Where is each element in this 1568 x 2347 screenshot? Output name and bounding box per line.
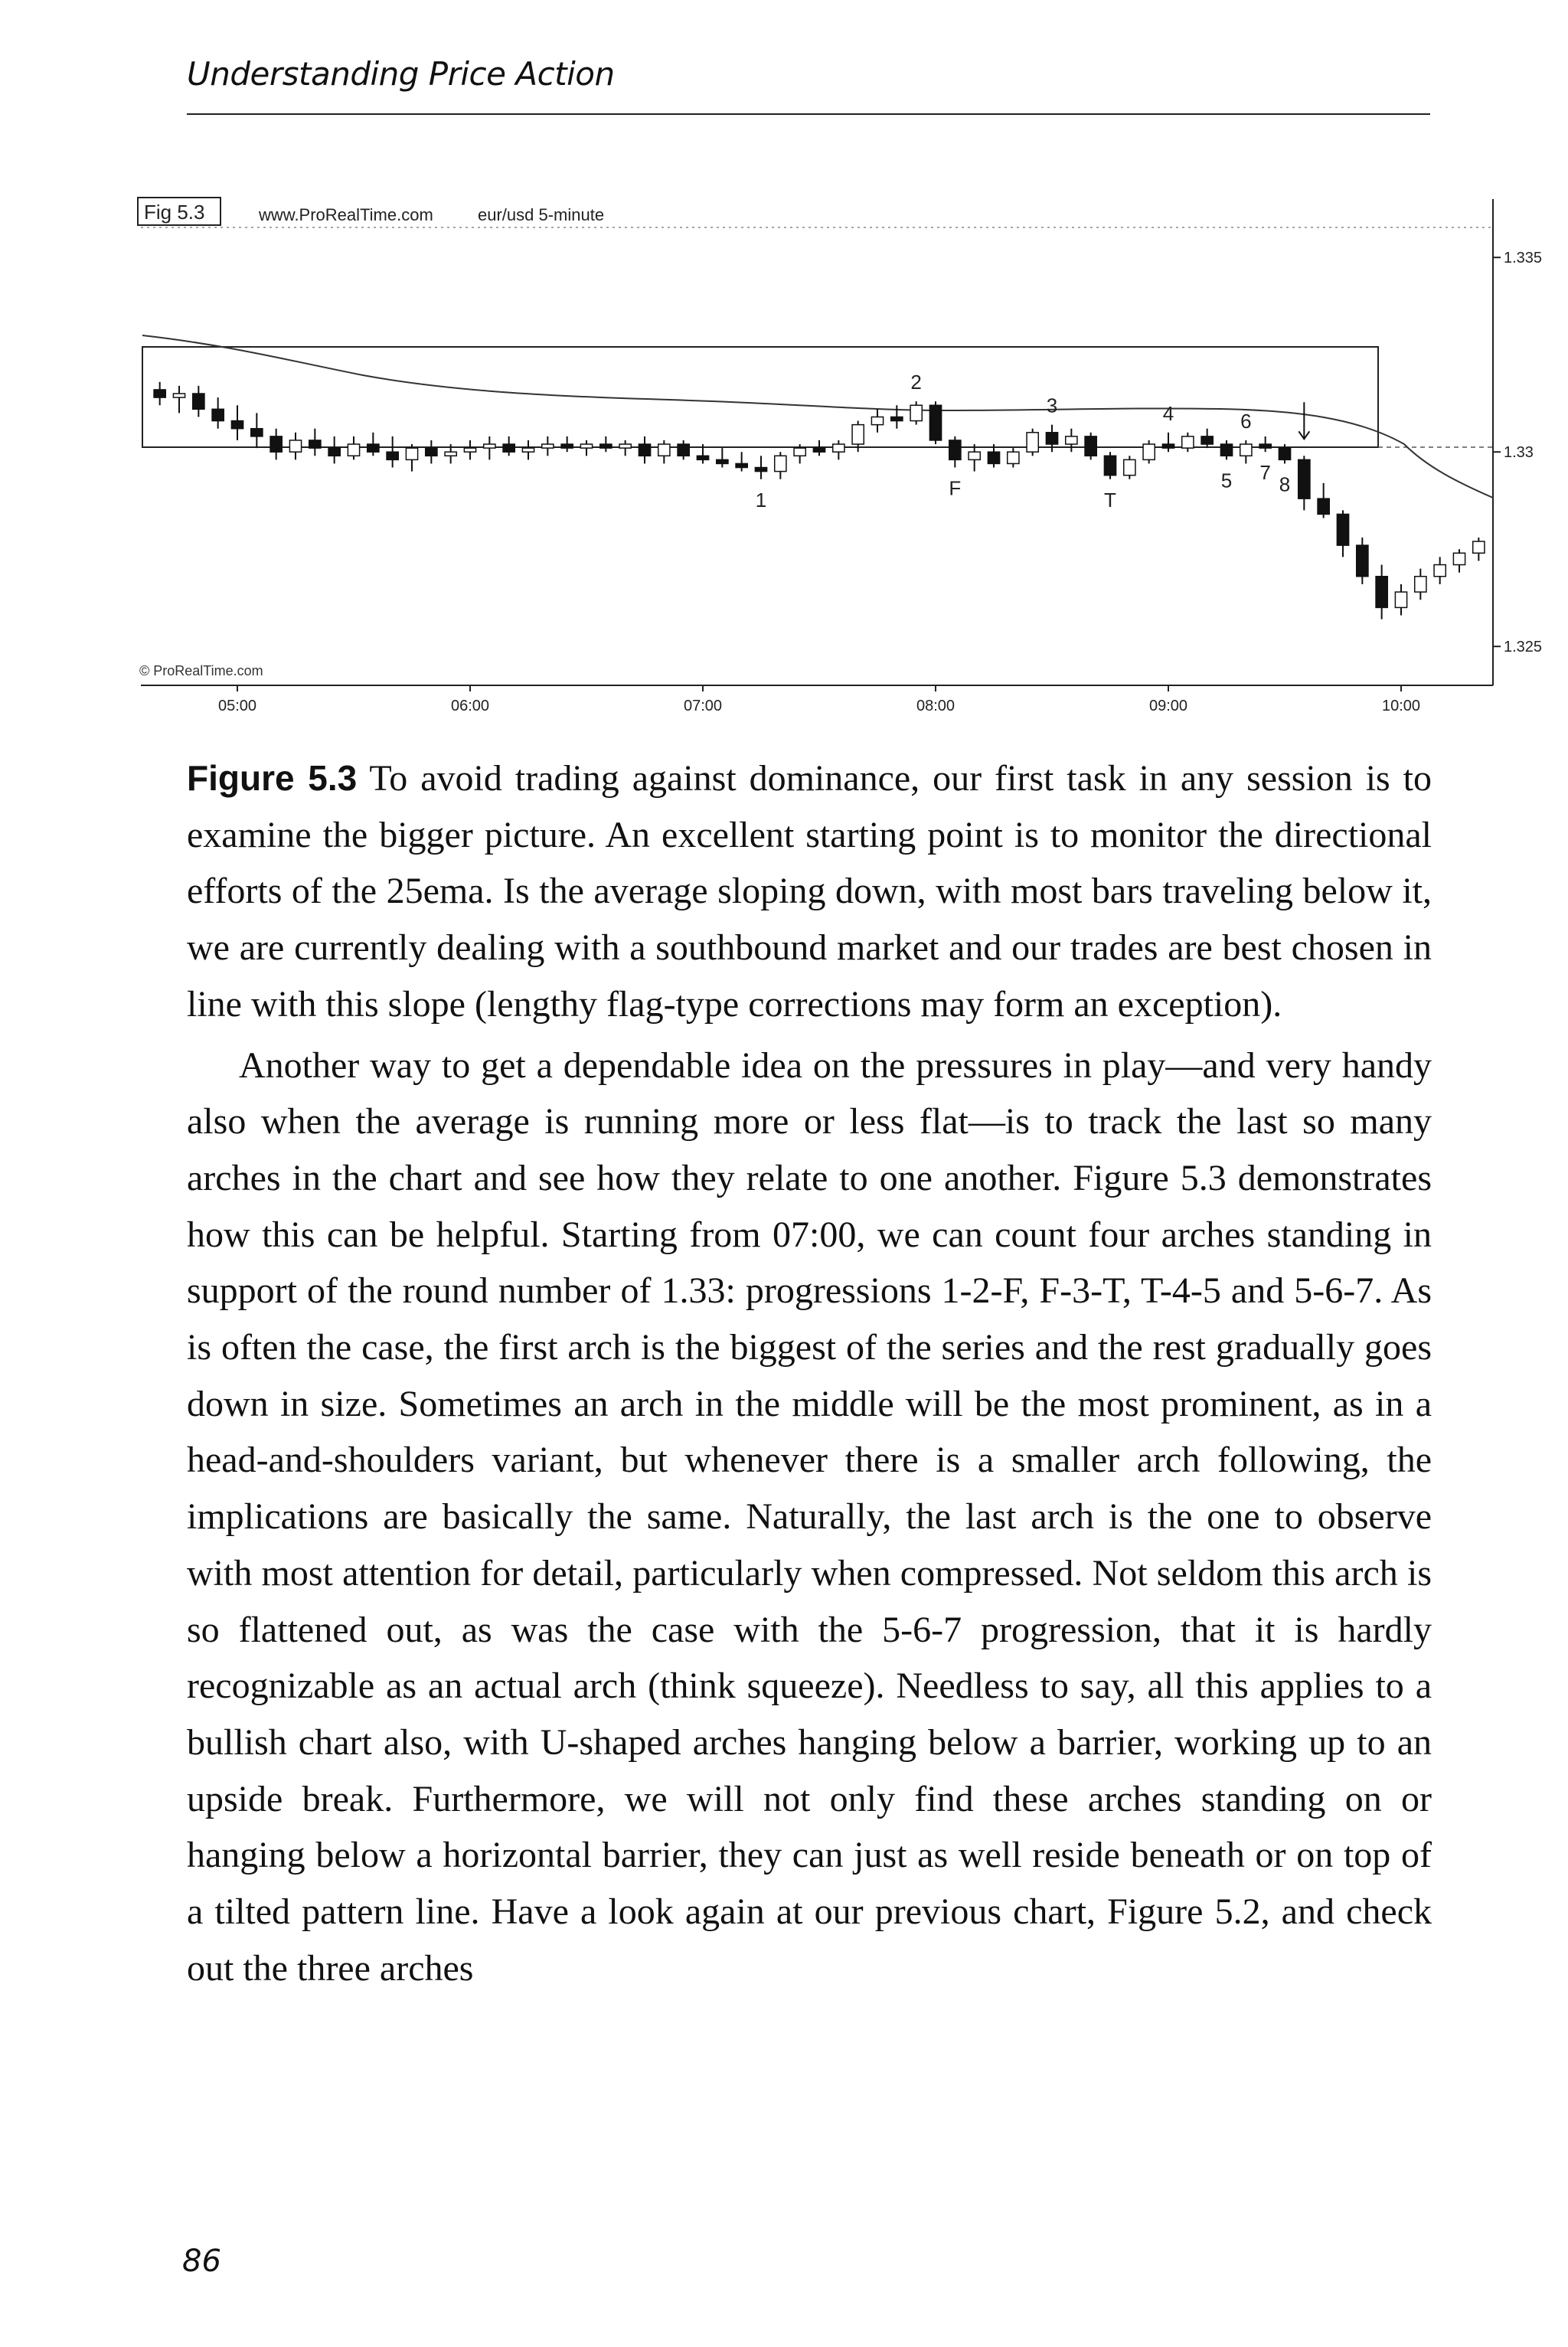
x-tick-label: 10:00: [1381, 698, 1421, 714]
candle-body: [426, 448, 437, 456]
figure-caption: [187, 750, 1432, 1996]
candle-body: [464, 448, 475, 452]
candle-body: [1259, 444, 1271, 448]
y-tick-label: 1.335: [1504, 250, 1543, 267]
candle-body: [251, 429, 263, 436]
page-number: 86: [182, 2244, 221, 2279]
annotation-label: 8: [1279, 472, 1291, 496]
chart-watermark: © ProRealTime.com: [139, 663, 263, 678]
candle-body: [270, 436, 282, 452]
chart-source: www.ProRealTime.com: [259, 205, 433, 224]
candle-body: [406, 448, 417, 459]
candle-body: [658, 444, 670, 456]
annotation-label: 5: [1220, 469, 1233, 492]
candle-body: [1143, 444, 1155, 459]
candle-body: [1240, 444, 1252, 456]
x-tick-label: 06:00: [450, 698, 490, 714]
candle-body: [1357, 545, 1368, 577]
candle-body: [813, 448, 825, 452]
candle-body: [1453, 553, 1465, 564]
candle-body: [387, 452, 398, 459]
candle-body: [1298, 459, 1310, 498]
candle-body: [580, 444, 592, 448]
ema-25-line: [142, 335, 1493, 498]
candle-body: [949, 440, 961, 459]
candle-body: [891, 417, 903, 420]
candle-body: [1162, 444, 1174, 448]
y-tick-label: 1.325: [1504, 639, 1543, 656]
caption-paragraph-1: [187, 750, 1432, 1033]
caption-figure-label: Figure 5.3: [187, 758, 358, 798]
annotation-label: 6: [1240, 409, 1252, 433]
candle-body: [833, 444, 844, 452]
annotation-label: 7: [1259, 461, 1271, 485]
candle-body: [1318, 498, 1329, 514]
candle-body: [871, 417, 883, 424]
candle-body: [328, 448, 340, 456]
figure-tag: Fig 5.3: [144, 201, 205, 224]
running-header-title: Understanding Price Action: [187, 55, 615, 93]
figure-5-3: [133, 191, 1565, 727]
annotation-label: 3: [1046, 394, 1058, 417]
candle-body: [348, 444, 359, 456]
x-tick-label: 05:00: [217, 698, 257, 714]
x-tick-label: 09:00: [1148, 698, 1188, 714]
candle-body: [212, 409, 224, 420]
candle-body: [1279, 448, 1290, 459]
candle-body: [929, 405, 941, 440]
x-axis-ticks: [218, 685, 1420, 714]
candle-body: [717, 459, 728, 463]
annotation-label: F: [949, 476, 962, 500]
annotation-label: 1: [755, 488, 767, 512]
x-tick-label: 07:00: [683, 698, 723, 714]
candle-body: [1046, 433, 1057, 444]
candle-body: [1337, 514, 1348, 545]
caption-paragraph-2: Another way to get a dependable idea on the pressures in play—and very handy also when the average is running more or less flat—is to track the last so many arches in the chart and see how they relate to one another. Figure 5.3 demonstrates how this can be helpful. Starting from 07:00, we can count four arches standing in support of the round number of 1.33: progressions 1-2-F, F-3-T, T-4-5 and 5-6-7. As is often the case, the first arch is the biggest of the series and the rest gradually goes down in size. Sometimes an arch in the middle will be the most prominent, as in a head-and-shoulders variant, but whenever there is a smaller arch following, the implications are basically the same. Naturally, the last arch is the one to observe with most attention for detail, particularly when compressed. Not seldom this arch is so flattened out, as was the case with the 5-6-7 progression, that it is hardly recognizable as an actual arch (think squeeze). Needless to say, all this applies to a bullish chart also, with U-shaped arches hanging below a barrier, working up to an upside break. Furthermore, we will not only find these arches standing on or hanging below a horizontal barrier, they can just as well reside beneath or on top of a tilted pattern line. Have a look again at our previous chart, Figure 5.2, and check out the three arches: [187, 1044, 1432, 1989]
candle-body: [1415, 577, 1426, 592]
annotation-label: 4: [1162, 401, 1174, 425]
candle-body: [1027, 433, 1038, 452]
candle-body: [1085, 436, 1096, 456]
candle-body: [755, 468, 766, 472]
candle-body: [988, 452, 999, 463]
candle-body: [561, 444, 573, 448]
candle-body: [910, 405, 922, 420]
x-tick-label: 08:00: [916, 698, 956, 714]
candle-body: [639, 444, 650, 456]
candle-body: [775, 456, 786, 471]
candle-body: [1201, 436, 1213, 444]
header-rule: [187, 113, 1430, 115]
candle-body: [1104, 456, 1116, 475]
candle-body: [1395, 592, 1406, 607]
candle-body: [173, 394, 185, 397]
annotation-label: 2: [910, 371, 922, 394]
candle-body: [522, 448, 534, 452]
y-axis-ticks: [1493, 250, 1542, 655]
candle-body: [1066, 436, 1077, 444]
candle-body: [794, 448, 805, 456]
candle-body: [154, 390, 165, 397]
candle-body: [1473, 541, 1485, 553]
candle-body: [193, 394, 204, 409]
candle-body: [289, 440, 301, 452]
candle-body: [1376, 577, 1387, 608]
candle-body: [736, 463, 747, 467]
candlestick-chart: [133, 191, 1565, 727]
candle-body: [484, 444, 495, 448]
candle-body: [1182, 436, 1194, 448]
candle-body: [542, 444, 554, 448]
candle-body: [503, 444, 514, 452]
candle-body: [368, 444, 379, 452]
y-tick-label: 1.33: [1504, 444, 1534, 462]
candle-body: [1434, 565, 1446, 577]
candle-body: [445, 452, 456, 456]
candle-body: [1124, 459, 1135, 475]
candle-body: [969, 452, 980, 459]
annotation-label: T: [1104, 488, 1116, 512]
candle-body: [678, 444, 689, 456]
candle-body: [231, 421, 243, 429]
candle-body: [1008, 452, 1019, 463]
candle-body: [852, 425, 864, 444]
candle-body: [309, 440, 321, 448]
candle-group: [154, 382, 1485, 619]
candle-body: [697, 456, 708, 459]
chart-instrument: eur/usd 5-minute: [478, 205, 605, 224]
caption-text-1: To avoid trading against dominance, our first task in any session is to examine the bigger picture. An excellent starting point is to monitor the directional efforts of the 25ema. Is the average sloping down, with most bars traveling below it, we are currently dealing with a southbound market and our trades are best chosen in line with this slope (lengthy flag-type corrections may form an exception).: [187, 758, 1432, 1025]
candle-body: [1220, 444, 1232, 456]
candle-body: [600, 444, 612, 448]
candle-body: [619, 444, 631, 448]
barrier-box: [142, 347, 1378, 447]
